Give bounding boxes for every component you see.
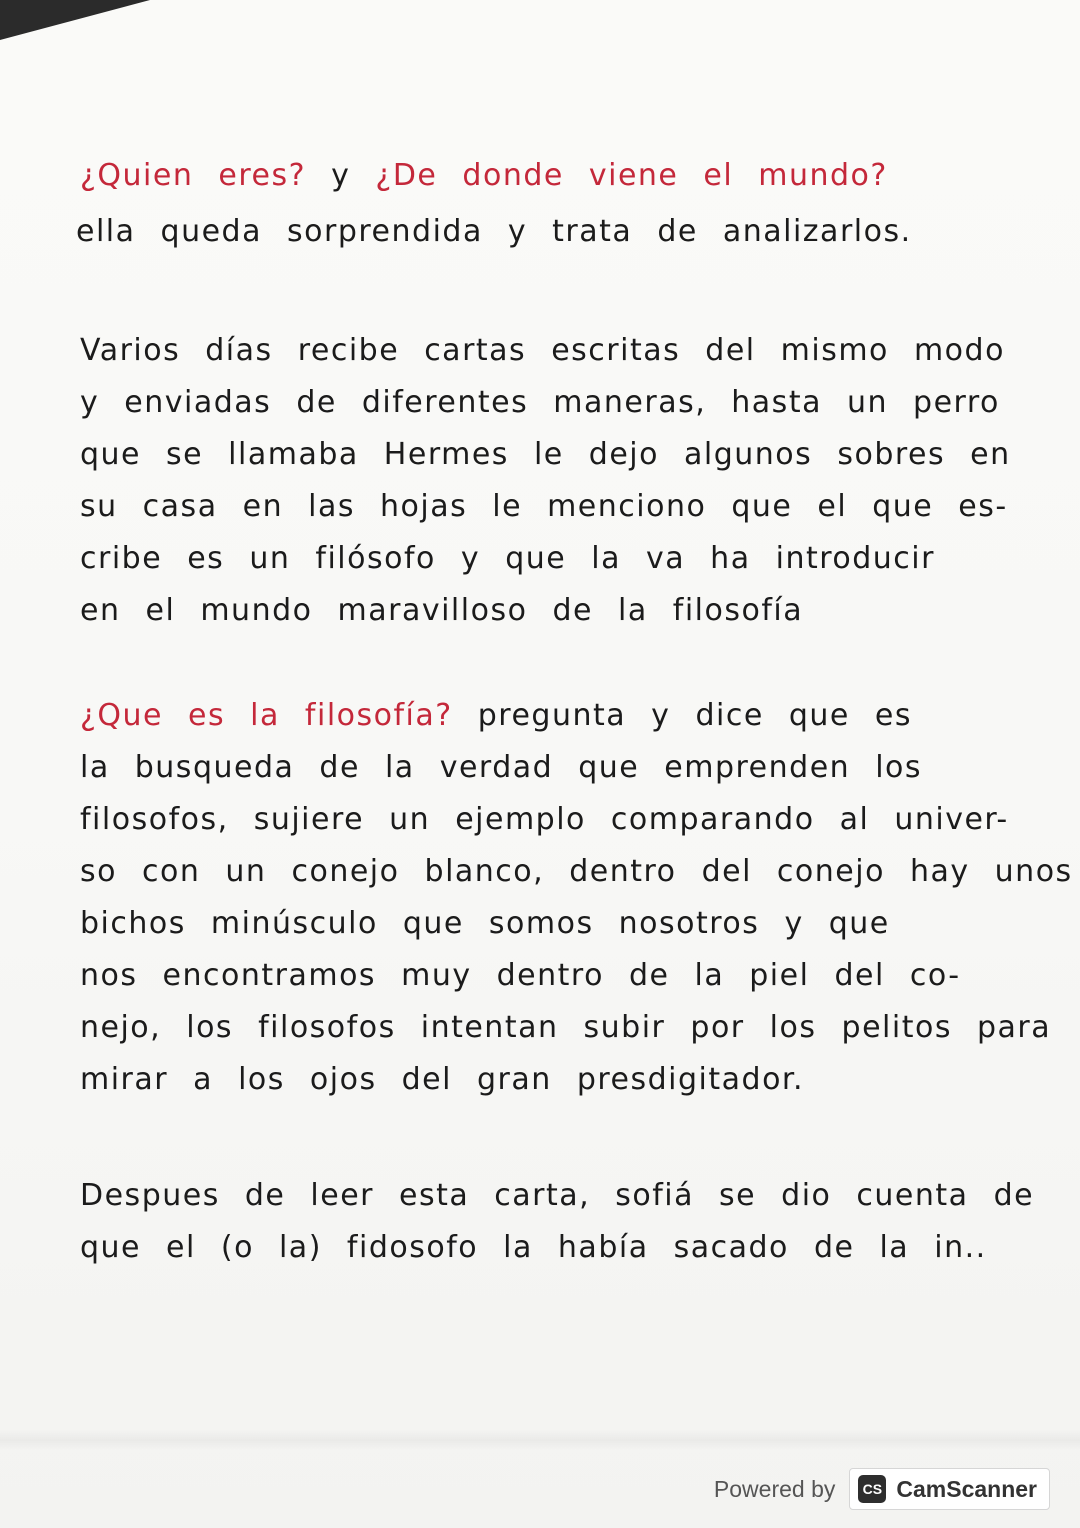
paragraph-4 xyxy=(70,1170,1035,1274)
powered-by-label: Powered by xyxy=(713,1475,836,1502)
page-bottom-shadow xyxy=(0,1430,1080,1450)
paragraph-1-line-1 xyxy=(70,150,990,206)
paragraph-1 xyxy=(70,150,990,262)
question-where-world-comes-from: ¿De donde viene el mundo? xyxy=(375,158,888,193)
paragraph-2 xyxy=(70,325,1011,637)
text-line: so con un conejo blanco, dentro del conejo hay unos xyxy=(80,854,1073,889)
camscanner-icon: CS xyxy=(858,1475,886,1503)
camscanner-badge xyxy=(849,1468,1050,1510)
text-line: cribe es un filósofo y que la va ha introducir xyxy=(80,541,935,576)
paragraph-3-line-1 xyxy=(70,690,990,742)
camscanner-watermark xyxy=(714,1466,1050,1512)
text-line: y enviadas de diferentes maneras, hasta un perro xyxy=(80,385,1000,420)
text-line: su casa en las hojas le menciono que el que es- xyxy=(80,489,1008,524)
text-line: nejo, los filosofos intentan subir por los pelitos para xyxy=(80,1010,1052,1045)
paragraph-3-line-1-rest: pregunta y dice que es xyxy=(477,698,912,733)
text-line: Varios días recibe cartas escritas del mismo modo xyxy=(80,333,1005,368)
text-line: nos encontramos muy dentro de la piel del co- xyxy=(80,958,961,993)
conjunction-y: y xyxy=(331,158,351,193)
question-what-is-philosophy: ¿Que es la filosofía? xyxy=(80,698,453,733)
text-line: Despues de leer esta carta, sofiá se dio cuenta de xyxy=(80,1178,1035,1213)
text-line: que se llamaba Hermes le dejo algunos sobres en xyxy=(80,437,1011,472)
paragraph-3 xyxy=(70,690,1073,1106)
paragraph-1-line-2: ella queda sorprendida y trata de analizarlos. xyxy=(76,214,912,249)
text-line: que el (o la) fidosofo la había sacado de la in.. xyxy=(80,1230,987,1265)
text-line: bichos minúsculo que somos nosotros y que xyxy=(80,906,890,941)
text-line: mirar a los ojos del gran presdigitador. xyxy=(80,1062,805,1097)
page-corner-shadow xyxy=(0,0,150,40)
text-line: en el mundo maravilloso de la filosofía xyxy=(80,593,804,628)
camscanner-brand-name: CamScanner xyxy=(896,1475,1037,1502)
question-who-are-you: ¿Quien eres? xyxy=(80,158,307,193)
text-line: la busqueda de la verdad que emprenden los xyxy=(80,750,923,785)
text-line: filosofos, sujiere un ejemplo comparando al univer- xyxy=(80,802,1009,837)
